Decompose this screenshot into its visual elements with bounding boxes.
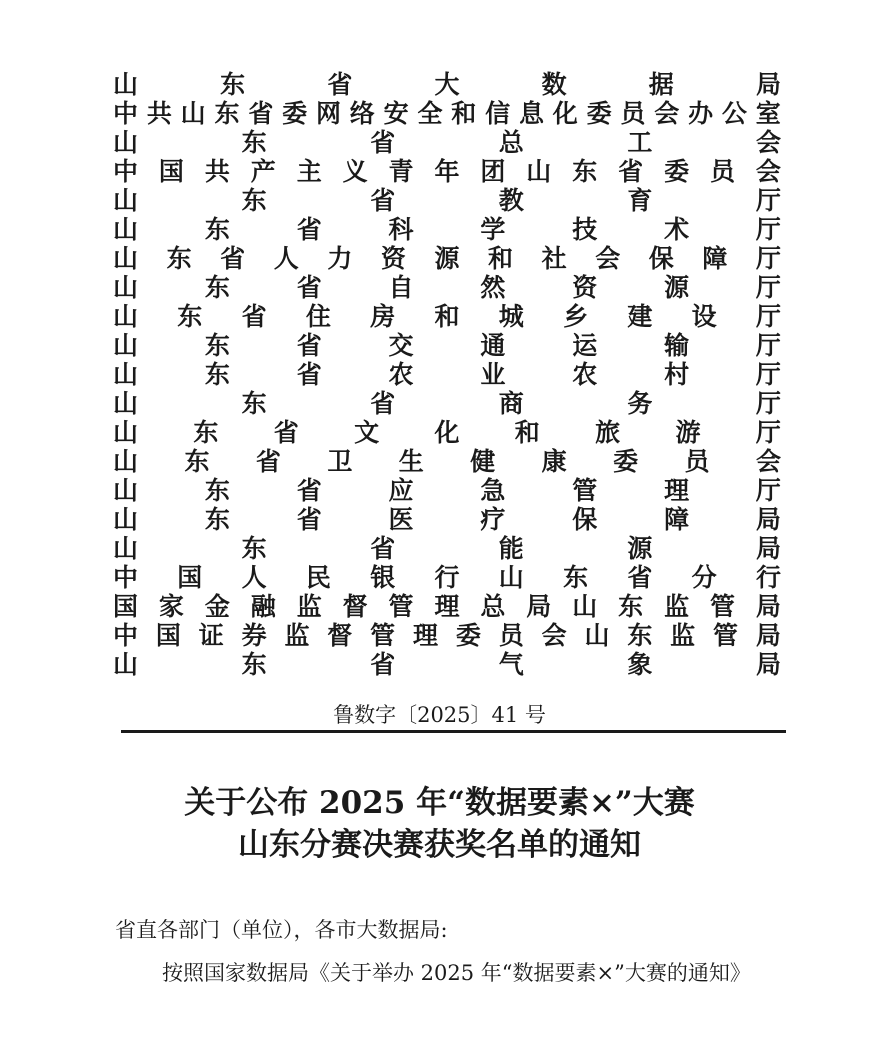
title-line-2: 山东分赛决赛获奖名单的通知: [238, 827, 641, 863]
agency-char: 务: [627, 389, 653, 418]
agency-char: 会: [595, 244, 621, 273]
agency-char: 券: [241, 621, 267, 650]
agency-char: 山: [526, 157, 552, 186]
agency-char: 监: [664, 592, 690, 621]
agency-char: 厅: [755, 418, 781, 447]
agency-char: 山: [113, 389, 139, 418]
agency-char: 银: [370, 563, 396, 592]
agency-char: 源: [627, 534, 653, 563]
agency-name: [113, 418, 781, 447]
agency-name: [113, 128, 781, 157]
agency-name: [113, 70, 781, 99]
agency-char: 象: [627, 650, 653, 679]
agency-char: 旅: [595, 418, 621, 447]
agency-char: 员: [620, 99, 646, 128]
agency-char: 山: [180, 99, 206, 128]
agency-char: 山: [113, 244, 139, 273]
agency-char: 山: [113, 128, 139, 157]
agency-char: 源: [664, 273, 690, 302]
agency-char: 省: [627, 563, 653, 592]
agency-char: 障: [664, 505, 690, 534]
agency-char: 室: [755, 99, 781, 128]
agency-char: 山: [113, 447, 139, 476]
agency-char: 会: [755, 128, 781, 157]
agency-char: 省: [296, 476, 322, 505]
agency-char: 源: [434, 244, 460, 273]
agency-char: 会: [755, 447, 781, 476]
agency-char: 农: [572, 360, 598, 389]
agency-char: 省: [296, 215, 322, 244]
agency-char: 局: [755, 534, 781, 563]
agency-char: 建: [627, 302, 653, 331]
agency-char: 信: [485, 99, 511, 128]
agency-char: 省: [370, 650, 396, 679]
agency-char: 委: [613, 447, 639, 476]
agency-char: 通: [480, 331, 506, 360]
agency-char: 融: [250, 592, 276, 621]
agency-char: 东: [204, 505, 230, 534]
agency-char: 商: [498, 389, 524, 418]
agency-char: 康: [541, 447, 567, 476]
agency-char: 保: [572, 505, 598, 534]
agency-char: 厅: [755, 389, 781, 418]
agency-char: 住: [305, 302, 331, 331]
agency-char: 局: [755, 621, 781, 650]
agency-char: 然: [480, 273, 506, 302]
agency-char: 人: [241, 563, 267, 592]
agency-char: 山: [113, 505, 139, 534]
document-title: [0, 782, 879, 866]
agency-char: 省: [296, 273, 322, 302]
agency-char: 中: [113, 563, 139, 592]
agency-char: 东: [241, 128, 267, 157]
agency-char: 东: [204, 331, 230, 360]
agency-name: [113, 621, 781, 650]
agency-char: 厅: [755, 186, 781, 215]
agency-char: 健: [470, 447, 496, 476]
agency-char: 山: [113, 650, 139, 679]
agency-char: 息: [518, 99, 544, 128]
agency-char: 国: [177, 563, 203, 592]
document-number: 鲁数字〔2025〕41 号: [333, 703, 546, 727]
agency-char: 局: [755, 70, 781, 99]
agency-char: 东: [220, 70, 246, 99]
agency-char: 和: [451, 99, 477, 128]
agency-char: 教: [498, 186, 524, 215]
agency-char: 学: [480, 215, 506, 244]
agency-char: 卫: [327, 447, 353, 476]
agency-char: 省: [248, 99, 274, 128]
agency-char: 文: [354, 418, 380, 447]
agency-name: [113, 563, 781, 592]
agency-char: 山: [113, 302, 139, 331]
agency-char: 山: [113, 476, 139, 505]
agency-char: 中: [113, 157, 139, 186]
agency-char: 东: [627, 621, 653, 650]
agency-char: 管: [572, 476, 598, 505]
agency-char: 疗: [480, 505, 506, 534]
agency-char: 厅: [755, 215, 781, 244]
agency-name: [113, 592, 781, 621]
agency-char: 东: [241, 650, 267, 679]
agency-char: 东: [241, 186, 267, 215]
agency-char: 能: [498, 534, 524, 563]
agency-char: 理: [434, 592, 460, 621]
agency-char: 厅: [755, 476, 781, 505]
agency-char: 运: [572, 331, 598, 360]
issuing-agencies-list: [113, 70, 781, 679]
agency-name: [113, 99, 781, 128]
agency-char: 东: [177, 302, 203, 331]
agency-char: 障: [702, 244, 728, 273]
agency-char: 资: [572, 273, 598, 302]
agency-char: 义: [342, 157, 368, 186]
agency-char: 省: [296, 505, 322, 534]
agency-char: 医: [388, 505, 414, 534]
agency-char: 设: [691, 302, 717, 331]
agency-char: 络: [349, 99, 375, 128]
agency-name: [113, 215, 781, 244]
agency-char: 总: [480, 592, 506, 621]
agency-char: 东: [618, 592, 644, 621]
agency-char: 办: [688, 99, 714, 128]
agency-char: 厅: [755, 302, 781, 331]
agency-char: 育: [627, 186, 653, 215]
agency-char: 房: [370, 302, 396, 331]
agency-char: 省: [241, 302, 267, 331]
agency-char: 安: [383, 99, 409, 128]
agency-char: 监: [284, 621, 310, 650]
agency-char: 山: [113, 360, 139, 389]
agency-char: 科: [388, 215, 414, 244]
agency-name: [113, 157, 781, 186]
agency-char: 行: [434, 563, 460, 592]
agency-char: 委: [455, 621, 481, 650]
agency-char: 共: [204, 157, 230, 186]
header-divider-line: [121, 730, 786, 733]
agency-char: 东: [166, 244, 192, 273]
agency-char: 督: [342, 592, 368, 621]
agency-char: 管: [713, 621, 739, 650]
agency-char: 行: [755, 563, 781, 592]
agency-char: 员: [498, 621, 524, 650]
agency-char: 化: [434, 418, 460, 447]
agency-char: 省: [370, 186, 396, 215]
agency-char: 输: [664, 331, 690, 360]
agency-char: 督: [327, 621, 353, 650]
agency-char: 东: [204, 215, 230, 244]
agency-char: 东: [204, 476, 230, 505]
agency-char: 山: [113, 331, 139, 360]
agency-name: [113, 360, 781, 389]
agency-name: [113, 534, 781, 563]
agency-char: 分: [691, 563, 717, 592]
agency-char: 和: [514, 418, 540, 447]
agency-char: 东: [241, 534, 267, 563]
agency-name: [113, 331, 781, 360]
agency-char: 山: [113, 418, 139, 447]
agency-char: 共: [146, 99, 172, 128]
agency-char: 山: [584, 621, 610, 650]
agency-char: 全: [417, 99, 443, 128]
agency-char: 东: [563, 563, 589, 592]
agency-char: 城: [498, 302, 524, 331]
agency-name: [113, 186, 781, 215]
agency-char: 证: [198, 621, 224, 650]
agency-char: 中: [113, 99, 139, 128]
agency-char: 管: [388, 592, 414, 621]
agency-char: 总: [498, 128, 524, 157]
agency-char: 理: [664, 476, 690, 505]
agency-char: 国: [158, 157, 184, 186]
agency-char: 山: [498, 563, 524, 592]
agency-name: [113, 447, 781, 476]
agency-char: 省: [327, 70, 353, 99]
agency-char: 东: [572, 157, 598, 186]
agency-char: 自: [388, 273, 414, 302]
agency-char: 游: [675, 418, 701, 447]
agency-char: 委: [664, 157, 690, 186]
agency-char: 局: [755, 592, 781, 621]
agency-char: 交: [388, 331, 414, 360]
agency-char: 监: [296, 592, 322, 621]
agency-char: 会: [654, 99, 680, 128]
body-paragraph: 按照国家数据局《关于举办 2025 年“数据要素×”大赛的通知》: [162, 961, 751, 985]
agency-char: 理: [413, 621, 439, 650]
agency-name: [113, 476, 781, 505]
agency-char: 公: [721, 99, 747, 128]
agency-char: 金: [204, 592, 230, 621]
agency-char: 厅: [755, 331, 781, 360]
agency-char: 大: [434, 70, 460, 99]
agency-name: [113, 273, 781, 302]
agency-char: 数: [541, 70, 567, 99]
agency-char: 东: [204, 360, 230, 389]
agency-char: 资: [380, 244, 406, 273]
agency-char: 省: [296, 331, 322, 360]
agency-char: 年: [434, 157, 460, 186]
agency-char: 化: [552, 99, 578, 128]
agency-char: 和: [434, 302, 460, 331]
agency-char: 产: [250, 157, 276, 186]
salutation: 省直各部门（单位），各市大数据局:: [115, 918, 448, 942]
agency-char: 青: [388, 157, 414, 186]
agency-char: 农: [388, 360, 414, 389]
agency-char: 保: [648, 244, 674, 273]
agency-char: 局: [755, 650, 781, 679]
agency-char: 委: [282, 99, 308, 128]
agency-char: 气: [498, 650, 524, 679]
agency-char: 东: [193, 418, 219, 447]
agency-char: 管: [709, 592, 735, 621]
agency-char: 应: [388, 476, 414, 505]
agency-char: 省: [296, 360, 322, 389]
agency-char: 员: [709, 157, 735, 186]
agency-char: 厅: [755, 360, 781, 389]
agency-char: 山: [113, 534, 139, 563]
agency-char: 和: [488, 244, 514, 273]
agency-char: 省: [370, 389, 396, 418]
agency-char: 厅: [755, 244, 781, 273]
agency-name: [113, 650, 781, 679]
agency-char: 乡: [563, 302, 589, 331]
agency-char: 省: [370, 534, 396, 563]
agency-char: 省: [370, 128, 396, 157]
agency-name: [113, 389, 781, 418]
agency-char: 山: [113, 273, 139, 302]
agency-char: 主: [296, 157, 322, 186]
agency-char: 据: [648, 70, 674, 99]
agency-char: 村: [664, 360, 690, 389]
agency-char: 山: [113, 215, 139, 244]
agency-char: 山: [113, 186, 139, 215]
agency-char: 网: [315, 99, 341, 128]
title-line-1: 关于公布 2025 年“数据要素×”大赛: [184, 785, 695, 821]
agency-char: 技: [572, 215, 598, 244]
agency-char: 局: [526, 592, 552, 621]
agency-char: 工: [627, 128, 653, 157]
agency-char: 急: [480, 476, 506, 505]
agency-char: 国: [113, 592, 139, 621]
agency-char: 中: [113, 621, 139, 650]
agency-name: [113, 505, 781, 534]
agency-char: 厅: [755, 273, 781, 302]
agency-char: 省: [618, 157, 644, 186]
agency-char: 业: [480, 360, 506, 389]
agency-char: 会: [755, 157, 781, 186]
agency-char: 术: [664, 215, 690, 244]
agency-name: [113, 302, 781, 331]
agency-char: 省: [255, 447, 281, 476]
agency-char: 省: [220, 244, 246, 273]
agency-char: 东: [214, 99, 240, 128]
agency-char: 员: [684, 447, 710, 476]
agency-char: 东: [204, 273, 230, 302]
agency-char: 国: [155, 621, 181, 650]
agency-char: 山: [113, 70, 139, 99]
agency-char: 山: [572, 592, 598, 621]
agency-char: 力: [327, 244, 353, 273]
agency-char: 生: [398, 447, 424, 476]
agency-char: 局: [755, 505, 781, 534]
agency-char: 民: [305, 563, 331, 592]
agency-char: 监: [670, 621, 696, 650]
agency-name: [113, 244, 781, 273]
agency-char: 会: [541, 621, 567, 650]
agency-char: 社: [541, 244, 567, 273]
agency-char: 东: [241, 389, 267, 418]
agency-char: 东: [184, 447, 210, 476]
agency-char: 团: [480, 157, 506, 186]
agency-char: 家: [158, 592, 184, 621]
agency-char: 委: [586, 99, 612, 128]
agency-char: 省: [273, 418, 299, 447]
agency-char: 人: [273, 244, 299, 273]
agency-char: 管: [370, 621, 396, 650]
